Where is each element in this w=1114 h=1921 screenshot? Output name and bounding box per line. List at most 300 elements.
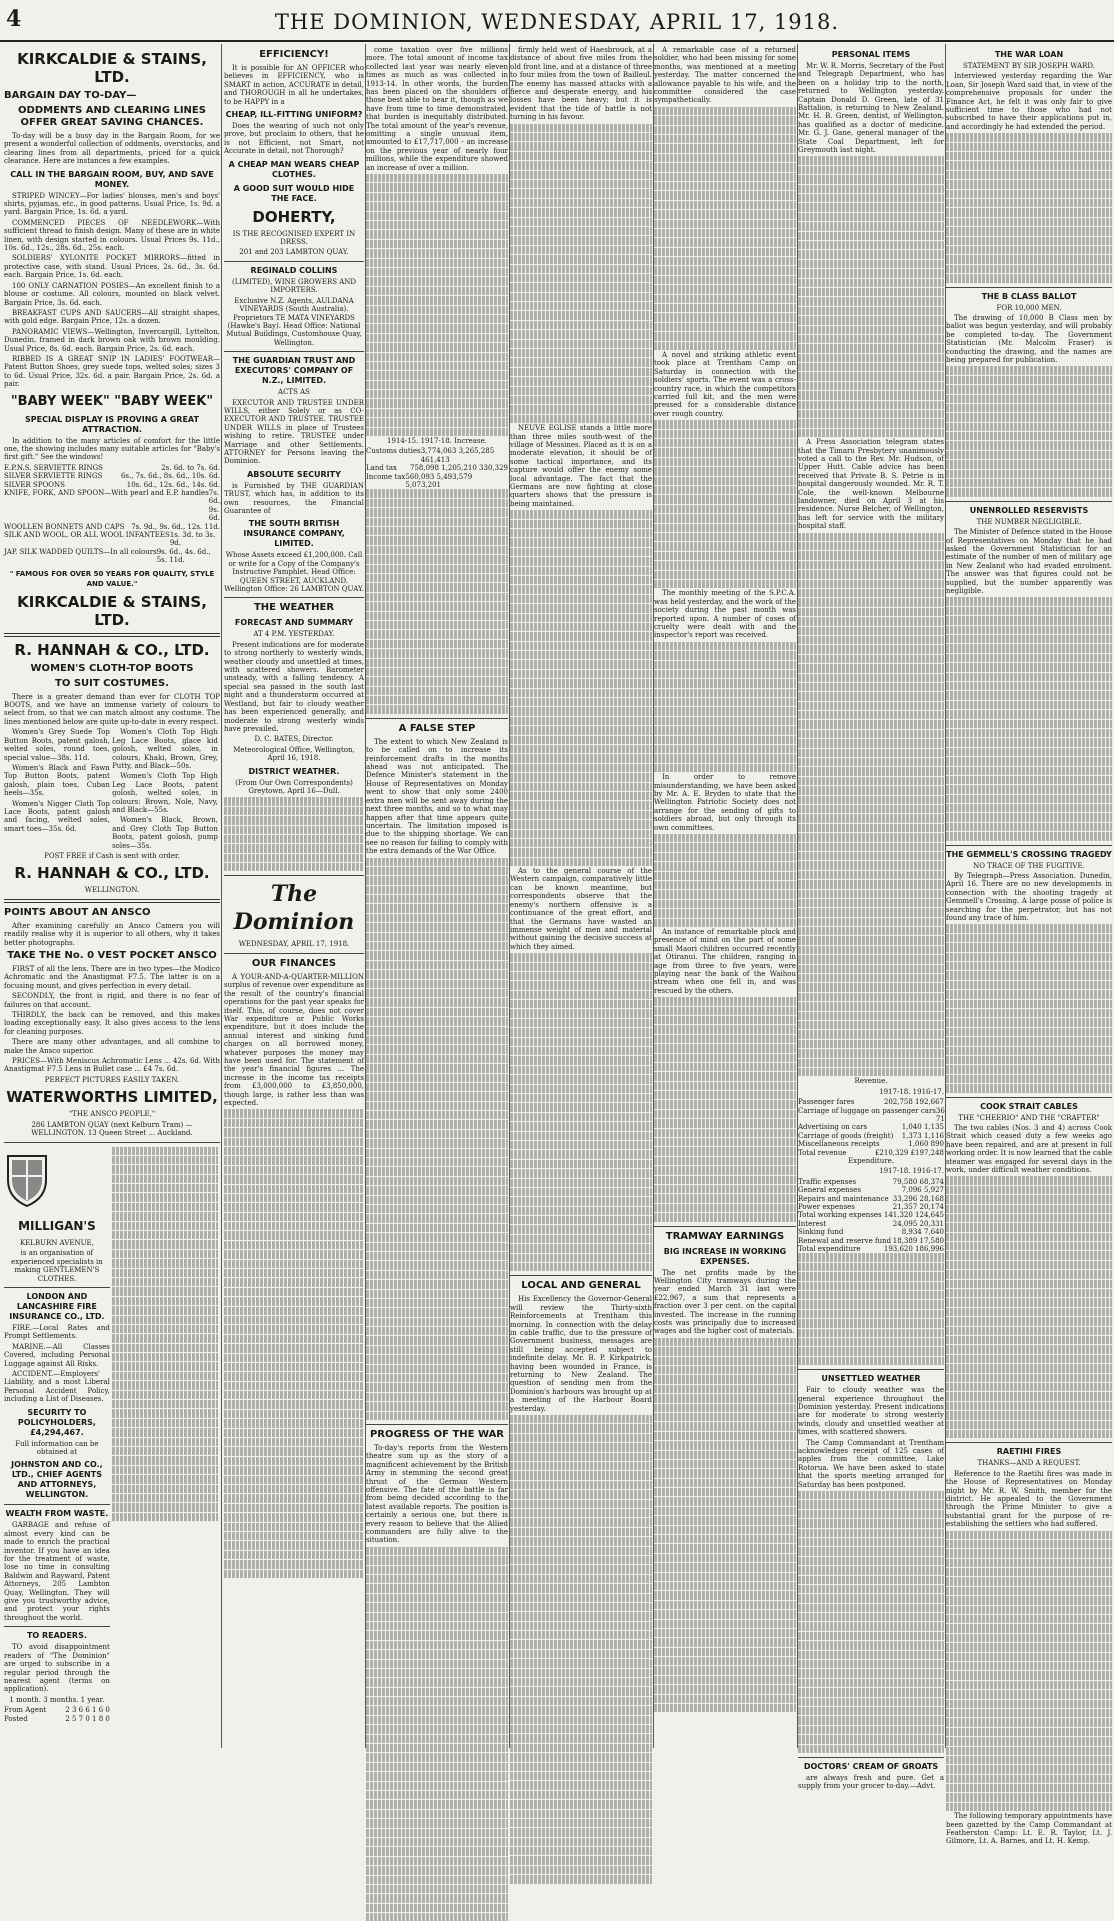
illegible-text-line [224,1429,364,1437]
illegible-text-line [112,1325,218,1333]
illegible-text-line [654,1591,796,1599]
illegible-text-line [366,1318,508,1326]
illegible-text-line [112,1203,218,1211]
illegible-text-line [654,135,796,143]
illegible-text-line [366,1744,508,1752]
illegible-text-line [510,1415,652,1423]
illegible-text-line [654,754,796,762]
illegible-text-line [366,1791,508,1799]
illegible-text-line [798,1735,944,1743]
illegible-text-line [654,514,796,522]
illegible-text-line [798,232,944,240]
illegible-text-line [654,881,796,889]
illegible-text-line [366,1402,508,1410]
illegible-text-line [798,1040,944,1048]
illegible-text-line [946,1018,1112,1026]
illegible-text-line [654,689,796,697]
illegible-text-line [654,439,796,447]
illegible-text-line [224,1175,364,1183]
illegible-text-line [654,1129,796,1137]
illegible-text-line [798,805,944,813]
illegible-text-line [798,1707,944,1715]
illegible-text-line [510,1169,652,1177]
camp-note-body: The Camp Commandant at Trentham acknowledges receipt of 125 cases of apples from the committee, Lake Rotorua. We have been asked to state that the sports meeting arranged for Saturday has been postponed. [798,1438,944,1489]
illegible-text-line [112,1212,218,1220]
col1-left-sub [4,1147,110,1723]
baby-item: WOOLLEN BONNETS AND CAPS 7s. 9d., 9s. 6d., 12s. 11d. [4,522,220,531]
illegible-text-line [366,858,508,866]
illegible-text-line [510,1744,652,1752]
baby-item: SILK AND WOOL, OR ALL WOOL INFANTEES 1s. 3d. to 3s. 9d. [4,531,216,548]
illegible-text-line [946,1700,1112,1708]
illegible-text-line [946,1634,1112,1642]
illegible-text-line [654,1441,796,1449]
illegible-text-line [510,1103,652,1111]
illegible-text-line [654,1544,796,1552]
illegible-text-line [946,1000,1112,1008]
illegible-text-line [654,1488,796,1496]
illegible-text-line [366,1383,508,1391]
illegible-text-line [510,1819,652,1827]
ansco-point: SECONDLY, the front is rigid, and there is no fear of failures on that account. [4,992,220,1009]
illegible-text-line [366,489,508,497]
illegible-text-line [654,304,796,312]
illegible-text-line [366,565,508,573]
illegible-text-line [510,265,652,273]
illegible-text-line [366,324,508,332]
illegible-text-line [798,636,944,644]
illegible-text-line [654,1704,796,1712]
illegible-text-line [366,677,508,685]
boot-item: Women's Grey Suede Top Button Boots, patent galosh, welted soles, round toes, special value—38s. 11d. [4,728,110,762]
illegible-text-line [798,946,944,954]
illegible-text-line [946,1718,1112,1726]
illegible-text-line [366,287,508,295]
illegible-text-line [946,161,1112,169]
illegible-text-line [224,1551,364,1559]
cheap-uniform-line: CHEAP, ILL-FITTING UNIFORM? [225,110,363,120]
cook-strait-title: COOK STRAIT CABLES [980,1101,1078,1111]
illegible-text-line [510,981,652,989]
illegible-text-line [946,1084,1112,1092]
illegible-text-line [510,1434,652,1442]
illegible-text-line [510,557,652,565]
illegible-text-line [654,332,796,340]
illegible-text-line [798,918,944,926]
illegible-text-line [946,1345,1112,1353]
illegible-text-line [798,1263,944,1271]
illegible-text-line [510,1481,652,1489]
illegible-text-line [510,1490,652,1498]
illegible-text-line [654,872,796,880]
illegible-text-line [366,1224,508,1232]
illegible-text-line [798,890,944,898]
illegible-text-line [366,174,508,182]
illegible-text-line [510,124,652,132]
illegible-text-line [366,1650,508,1658]
divider [4,899,220,903]
hannah-location: WELLINGTON. [84,886,140,895]
illegible-text-line [946,1383,1112,1391]
ansco-point: There are many other advantages, and all combine to make the Ansco superior. [4,1038,220,1055]
illegible-text-line [366,508,508,516]
illegible-text-line [510,1800,652,1808]
illegible-text-line [224,1203,364,1211]
illegible-text-line [798,363,944,371]
doherty-address: 201 and 203 LAMBTON QUAY. [239,248,349,257]
insurance-agents: JOHNSTON AND CO., LTD., CHIEF AGENTS AND ATTORNEYS, WELLINGTON. [11,1460,103,1500]
divider [4,1287,110,1288]
illegible-text-line [510,1132,652,1140]
illegible-text-line [654,900,796,908]
war-loan-subtitle: STATEMENT BY SIR JOSEPH WARD. [962,62,1095,70]
illegible-text-line [654,717,796,725]
illegible-text-line [946,1756,1112,1764]
illegible-text-line [366,499,508,507]
finances-title: OUR FINANCES [251,957,337,969]
illegible-text-line [946,981,1112,989]
illegible-text-line [798,335,944,343]
illegible-text-line [654,524,796,532]
baby-item: E.P.N.S. SERVIETTE RINGS 2s. 6d. to 7s. 6d. [4,463,220,472]
illegible-text-line [366,343,508,351]
illegible-text-line [224,1241,364,1249]
illegible-text-line [224,1260,364,1268]
illegible-text-line [946,441,1112,449]
illegible-text-line [654,477,796,485]
gemmell-subtitle: NO TRACE OF THE FUGITIVE. [973,861,1085,870]
divider [4,1626,110,1627]
bargain-item: SOLDIERS' XYLONITE POCKET MIRRORS—fitted in protective case, with stand. Usual Prices, 2s. 6d., 3s. 6d. each. Bargain Price, 1s. 6d. each. [4,254,220,280]
illegible-text-line [366,371,508,379]
expenditure-row: General expenses 7,096 5,927 [798,1186,944,1195]
ansco-prices: PRICES—With Meniscus Achromatic Lens ... 42s. 6d. With Anastigmat F7.5 Lens in Bullet case ... £4 7s. 6d. [4,1057,220,1074]
tax-table-row: Income tax 560,093 5,493,579 5,073,201 [366,472,473,490]
illegible-text-line [366,923,508,931]
illegible-text-line [366,705,508,713]
illegible-text-line [510,991,652,999]
illegible-text-line [798,326,944,334]
illegible-text-line [224,797,364,805]
illegible-text-line [798,1049,944,1057]
illegible-text-line [946,990,1112,998]
illegible-text-line [366,1027,508,1035]
illegible-text-line [946,1195,1112,1203]
boots-list-right [112,728,218,852]
divider [798,1369,944,1370]
illegible-text-line [366,1688,508,1696]
column-2 [224,46,364,1746]
illegible-text-line [798,382,944,390]
divider [510,1275,652,1276]
masthead-title: THE DOMINION, WEDNESDAY, APRIL 17, 1918. [274,10,840,34]
illegible-text-line [510,717,652,725]
illegible-text-line [510,1179,652,1187]
expenditure-title: Expenditure. [848,1156,894,1165]
revenue-row: Miscellaneous receipts 1,060 890 [798,1140,944,1149]
illegible-text-line [510,1828,652,1836]
illegible-text-line [510,1000,652,1008]
illegible-text-line [510,1716,652,1724]
illegible-text-line [366,1641,508,1649]
illegible-text-line [112,1381,218,1389]
illegible-text-line [946,1531,1112,1539]
quality-line: " FAMOUS FOR OVER 50 YEARS FOR QUALITY, STYLE AND VALUE." [9,569,215,588]
illegible-text-line [510,745,652,753]
illegible-text-line [366,668,508,676]
divider [4,633,220,637]
illegible-text-line [798,533,944,541]
illegible-text-line [654,1422,796,1430]
illegible-text-line [224,1541,364,1549]
bargain-call-line: CALL IN THE BARGAIN ROOM, BUY, AND SAVE MONEY. [10,169,214,189]
illegible-text-line [946,1317,1112,1325]
unsettled-weather-title: UNSETTLED WEATHER [821,1374,921,1384]
illegible-text-line [510,623,652,631]
illegible-text-line [654,191,796,199]
illegible-text-line [224,1410,364,1418]
illegible-text-line [510,1141,652,1149]
illegible-text-line [510,670,652,678]
illegible-text-line [798,570,944,578]
false-step-title: A FALSE STEP [398,722,476,734]
illegible-text-line [366,1299,508,1307]
illegible-text-line [946,738,1112,746]
illegible-text-line [798,185,944,193]
illegible-text-line [946,953,1112,961]
illegible-text-line [798,1519,944,1527]
illegible-text-line [654,1610,796,1618]
illegible-text-line [946,152,1112,160]
illegible-text-line [946,1047,1112,1055]
illegible-text-line [946,180,1112,188]
divider [946,1442,1112,1443]
illegible-text-line [946,1205,1112,1213]
illegible-text-line [366,536,508,544]
illegible-text-line [366,961,508,969]
illegible-text-line [366,583,508,591]
illegible-text-line [366,970,508,978]
illegible-text-line [946,376,1112,384]
cheap-uniform-body: Does the wearing of such not only prove, but proclaim to others, that he is not Efficient, not Smart, not Accurate in detail, not Thorough? [224,122,364,156]
personal-items-more: A Press Association telegram states that the Timaru Presbytery unanimously voted a call to the Rev. Mr. Hudson, of Upper Hutt. Cable advice has been received that Private B. S. Petrie is in hospital dangerously wounded. Mr. R. T. Cole, the well-known Melbourne landowner, died on April 3 at his residence. Nurse Belcher, of Wellington, has left for service with the military hospital staff. [798,438,944,531]
illegible-text-line [366,1913,508,1921]
column-3 [366,46,508,1746]
illegible-text-line [366,998,508,1006]
illegible-text-line [798,1282,944,1290]
illegible-text-line [946,1662,1112,1670]
illegible-text-line [798,824,944,832]
cheap-man-line: A CHEAP MAN WEARS CHEAP CLOTHES. [228,159,360,179]
boots-intro: There is a greater demand than ever for CLOTH TOP BOOTS, and we have an immense variety of colours to select from, so that we can match almost any costume. The lines mentioned below are quite up-to-date in every respect. [4,692,220,726]
illegible-text-line [366,1613,508,1621]
illegible-text-line [366,1753,508,1761]
illegible-text-line [112,1259,218,1267]
col1-right-sub [112,1147,218,1523]
illegible-text-line [510,689,652,697]
illegible-text-line [946,924,1112,932]
illegible-text-line [366,687,508,695]
illegible-text-line [366,1866,508,1874]
illegible-text-line [510,576,652,584]
illegible-text-line [798,1651,944,1659]
illegible-text-line [510,1528,652,1536]
illegible-text-line [510,161,652,169]
local-general-body: His Excellency the Governor-General will review the Thirty-sixth Reinforcements at Trentham this morning. In connection with the delay in cable traffic, due to the pressure of Government business, messages are still being accepted subject to indefinite delay. Mr. B. P. Kirkpatrick, having been wounded in France, is returning to New Zealand. The question of sending men from the Dominion's harbours was brought up at a meeting of the Harbour Board yesterday. [510,1295,652,1413]
illegible-text-line [366,259,508,267]
illegible-text-line [112,1175,218,1183]
illegible-text-line [510,604,652,612]
illegible-text-line [112,1184,218,1192]
illegible-text-line [366,555,508,563]
illegible-text-line [366,1393,508,1401]
illegible-text-line [366,904,508,912]
illegible-text-line [366,649,508,657]
illegible-text-line [510,529,652,537]
illegible-text-line [112,1250,218,1258]
illegible-text-line [366,230,508,238]
raetihi-title: RAETIHI FIRES [996,1447,1062,1457]
illegible-text-line [366,1735,508,1743]
bargain-item: COMMENCED PIECES OF NEEDLEWORK—With sufficient thread to finish design. Many of these are in white linen, with design started in colours. Usual Prices 9s. 11d., 10s. 6d., 12s., 28s. 6d., 25s. each. [4,218,220,253]
illegible-text-line [510,548,652,556]
illegible-text-line [366,951,508,959]
illegible-text-line [510,349,652,357]
illegible-text-line [798,936,944,944]
illegible-text-line [510,1047,652,1055]
expenditure-row: Repairs and maintenance 33,296 28,168 [798,1194,944,1203]
illegible-text-line [946,943,1112,951]
illegible-text-line [654,642,796,650]
forecast-title: FORECAST AND SUMMARY [234,618,354,628]
illegible-text-line [366,527,508,535]
rate-row: Posted 2 5 7 0 1 8 0 [4,1714,110,1723]
illegible-text-line [510,1518,652,1526]
illegible-text-line [654,107,796,115]
illegible-text-line [366,1346,508,1354]
illegible-text-line [798,241,944,249]
revenue-row: Passenger fares 202,758 192,667 [798,1098,944,1107]
illegible-text-line [654,843,796,851]
insurance-info: Full information can be obtained at [15,1439,99,1456]
divider [946,501,1112,502]
illegible-text-line [366,1631,508,1639]
appointments-body: The following temporary appointments have been gazetted by the Camp Commandant at Featherston Camp: Lt. E. R. Taylor, Lt. J. Gilmore, Lt. A. Barnes, and Lt. H. Kemp. [946,1812,1112,1846]
illegible-text-line [798,993,944,1001]
illegible-text-line [946,1803,1112,1811]
illegible-text-line [654,285,796,293]
illegible-text-line [798,711,944,719]
illegible-text-line [798,419,944,427]
illegible-text-line [654,707,796,715]
illegible-text-line [366,1336,508,1344]
illegible-text-line [654,1432,796,1440]
expenditure-row: Renewal and reserve fund 18,389 17,580 [798,1236,944,1245]
illegible-text-line [654,1648,796,1656]
illegible-text-line [224,1316,364,1324]
illegible-text-line [510,839,652,847]
illegible-text-line [510,632,652,640]
illegible-text-line [946,1540,1112,1548]
illegible-text-line [946,1421,1112,1429]
illegible-text-line [366,1782,508,1790]
illegible-text-line [366,989,508,997]
illegible-text-line [510,1122,652,1130]
revenue-title: Revenue. [854,1077,888,1086]
illegible-text-line [654,495,796,503]
illegible-text-line [224,1400,364,1408]
illegible-text-line [112,1466,218,1474]
illegible-text-line [798,1500,944,1508]
western-campaign-body: As to the general course of the Western campaign, comparatively little can be known meantime, but correspondents observe that the enemy's northern offensive is a continuance of the great effort, and that the Germans have wasted an immense weight of men and material without gaining the decisive success at which they aimed. [510,867,652,951]
illegible-text-line [946,488,1112,496]
cook-strait-body: The two cables (Nos. 3 and 4) across Cook Strait which ceased duty a few weeks ago have been repaired, and are at present in full working order. It is now learned that the cable steamer was engaged for several days in the work, under difficult weather conditions. [946,1123,1112,1174]
illegible-text-line [510,1866,652,1874]
illegible-text-line [798,617,944,625]
illegible-text-line [510,1038,652,1046]
illegible-text-line [798,767,944,775]
illegible-text-line [366,895,508,903]
illegible-text-line [112,1362,218,1370]
illegible-text-line [654,736,796,744]
illegible-text-line [798,1491,944,1499]
illegible-text-line [366,1280,508,1288]
illegible-text-line [798,777,944,785]
illegible-text-line [112,1447,218,1455]
illegible-text-line [946,1775,1112,1783]
illegible-text-line [510,1028,652,1036]
illegible-text-line [654,1620,796,1628]
illegible-text-line [654,862,796,870]
illegible-text-line [224,1335,364,1343]
illegible-text-line [654,1035,796,1043]
post-free-note: POST FREE if Cash is sent with order. [44,851,180,860]
illegible-text-line [510,171,652,179]
illegible-text-line [946,1392,1112,1400]
illegible-text-line [798,796,944,804]
illegible-text-line [654,571,796,579]
illegible-text-line [224,1156,364,1164]
illegible-text-line [112,1438,218,1446]
illegible-text-line [798,316,944,324]
illegible-text-line [366,867,508,875]
divider [798,1757,944,1758]
illegible-text-line [510,679,652,687]
illegible-text-line [946,274,1112,282]
illegible-text-line [798,627,944,635]
illegible-text-line [510,642,652,650]
illegible-text-line [510,396,652,404]
weather-title: THE WEATHER [253,602,335,614]
illegible-text-line [112,1165,218,1173]
illegible-text-line [654,295,796,303]
milligan-name: MILLIGAN'S [18,1218,96,1233]
illegible-text-line [366,1092,508,1100]
bargain-item: 100 ONLY CARNATION POSIES—An excellent finish to a blouse or costume. All colours, mounted on black velvet. Bargain Price, 3s. 6d. each. [4,281,220,307]
illegible-text-line [798,1347,944,1355]
illegible-text-line [510,736,652,744]
illegible-text-line [946,1270,1112,1278]
illegible-text-line [798,955,944,963]
illegible-text-line [112,1372,218,1380]
illegible-text-line [654,210,796,218]
illegible-text-line [946,143,1112,151]
divider [224,953,364,954]
illegible-text-line [510,1254,652,1262]
column-5 [654,46,796,1746]
illegible-text-line [366,296,508,304]
illegible-text-line [366,399,508,407]
